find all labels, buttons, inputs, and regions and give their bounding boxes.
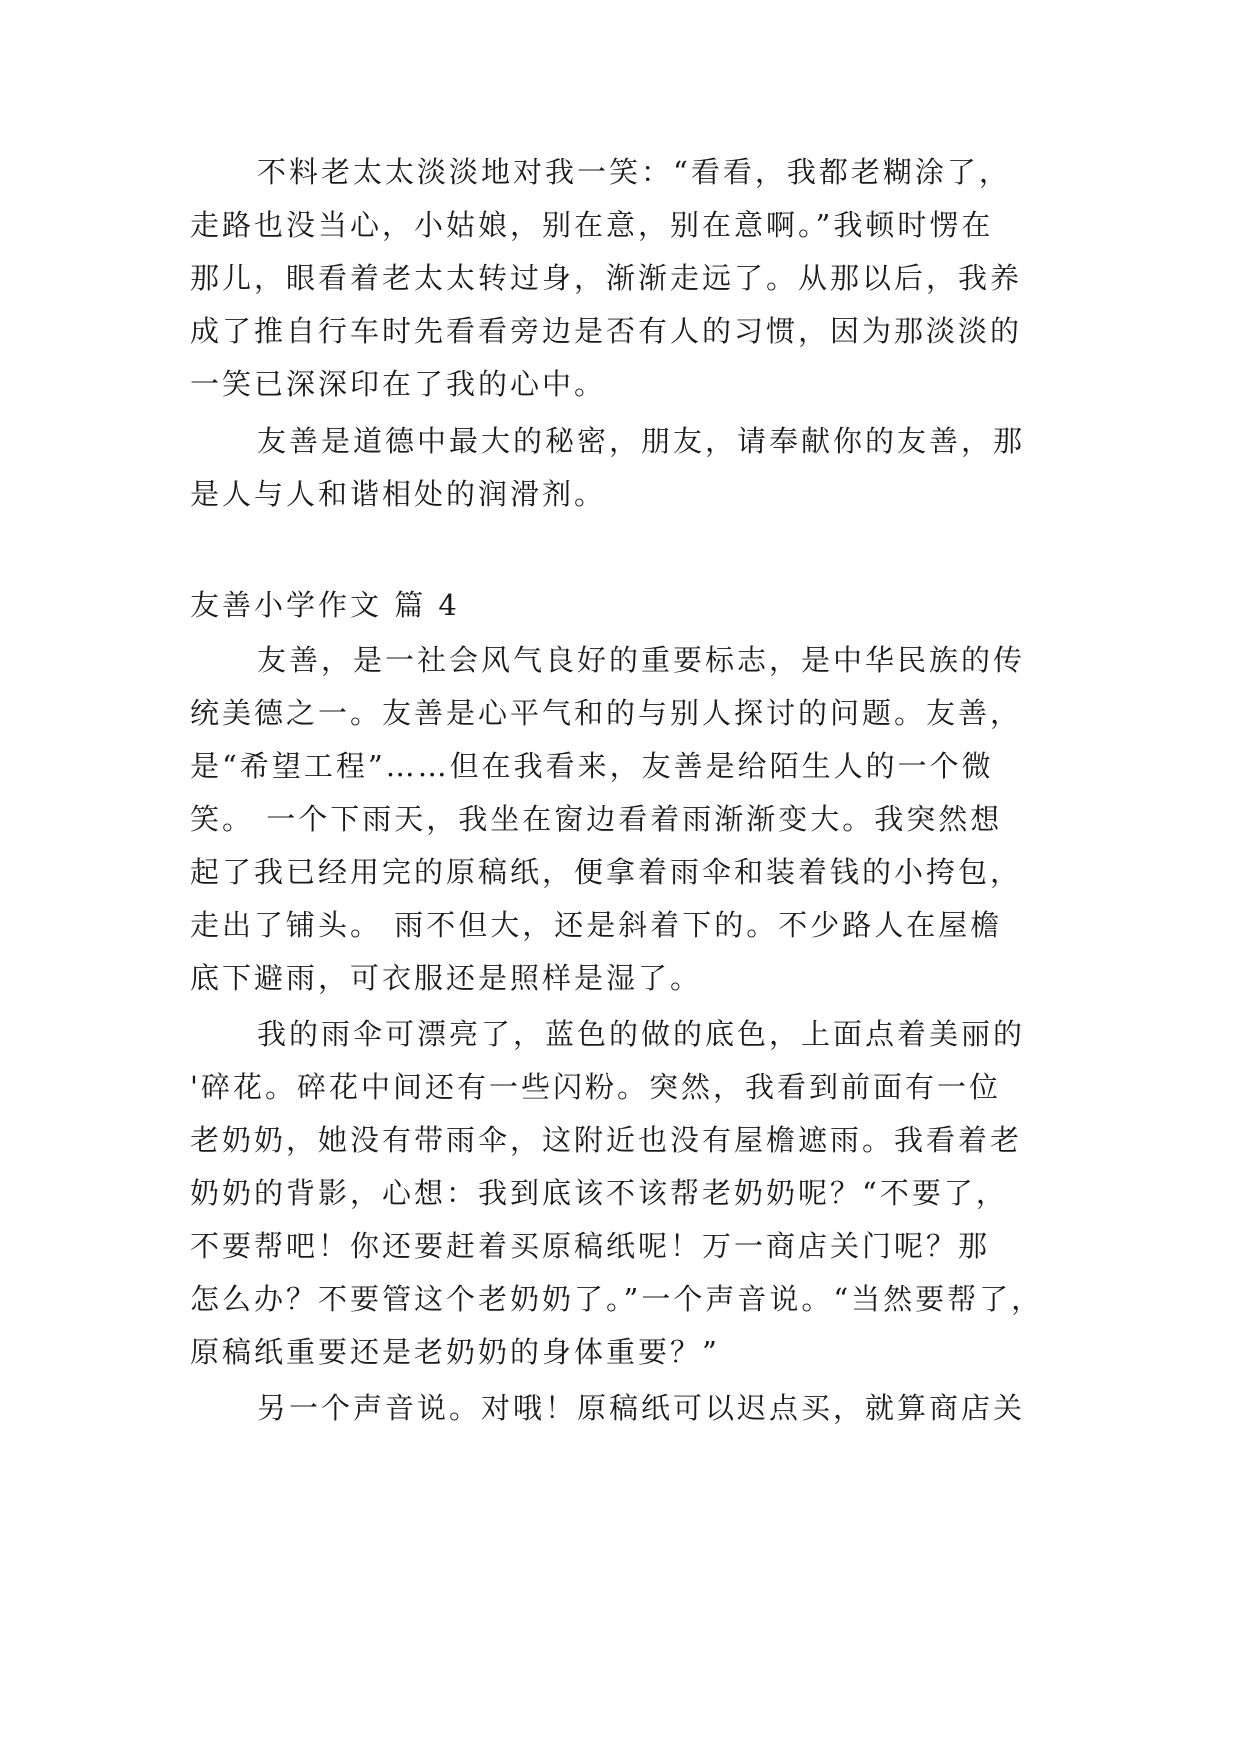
- paragraph-line: 奶奶的背影，心想：我到底该不该帮老奶奶呢？“不要了，: [190, 1176, 1008, 1210]
- paragraph-line: 友善，是一社会风气良好的重要标志，是中华民族的传: [257, 643, 1026, 677]
- paragraph-line: 不料老太太淡淡地对我一笑：“看看，我都老糊涂了，: [257, 155, 1011, 189]
- paragraph-line: '碎花。碎花中间还有一些闪粉。突然，我看到前面有一位: [190, 1070, 1001, 1104]
- paragraph-line: 老奶奶，她没有带雨伞，这附近也没有屋檐遮雨。我看着老: [190, 1123, 1023, 1157]
- paragraph-line: 走出了铺头。 雨不但大，还是斜着下的。不少路人在屋檐: [190, 908, 1003, 942]
- paragraph-line: 一笑已深深印在了我的心中。: [190, 367, 607, 401]
- paragraph-line: 走路也没当心，小姑娘，别在意，别在意啊。”我顿时愣在: [190, 208, 994, 242]
- paragraph-line: 不要帮吧！你还要赶着买原稿纸呢！万一商店关门呢？那: [190, 1229, 991, 1263]
- paragraph-line: 怎么办？不要管这个老奶奶了。”一个声音说。“当然要帮了，: [190, 1282, 1044, 1316]
- paragraph-line: 那儿，眼看着老太太转过身，渐渐走远了。从那以后，我养: [190, 261, 1023, 295]
- paragraph-line: 友善是道德中最大的秘密，朋友，请奉献你的友善，那: [257, 424, 1026, 458]
- paragraph-line: 底下避雨，可衣服还是照样是湿了。: [190, 961, 703, 995]
- paragraph-line: 是“希望工程”……但在我看来，友善是给陌生人的一个微: [190, 749, 994, 783]
- section-heading: 友善小学作文 篇 4: [190, 588, 460, 622]
- paragraph-line: 成了推自行车时先看看旁边是否有人的习惯，因为那淡淡的: [190, 314, 1023, 348]
- paragraph-line: 起了我已经用完的原稿纸，便拿着雨伞和装着钱的小挎包，: [190, 855, 1023, 889]
- paragraph-line: 原稿纸重要还是老奶奶的身体重要？”: [190, 1335, 720, 1369]
- paragraph-line: 是人与人和谐相处的润滑剂。: [190, 477, 607, 511]
- paragraph-line: 我的雨伞可漂亮了，蓝色的做的底色，上面点着美丽的: [257, 1017, 1026, 1051]
- paragraph-line: 笑。 一个下雨天，我坐在窗边看着雨渐渐变大。我突然想: [190, 802, 1003, 836]
- paragraph-line: 另一个声音说。对哦！原稿纸可以迟点买，就算商店关: [257, 1391, 1026, 1425]
- paragraph-line: 统美德之一。友善是心平气和的与别人探讨的问题。友善，: [190, 696, 1023, 730]
